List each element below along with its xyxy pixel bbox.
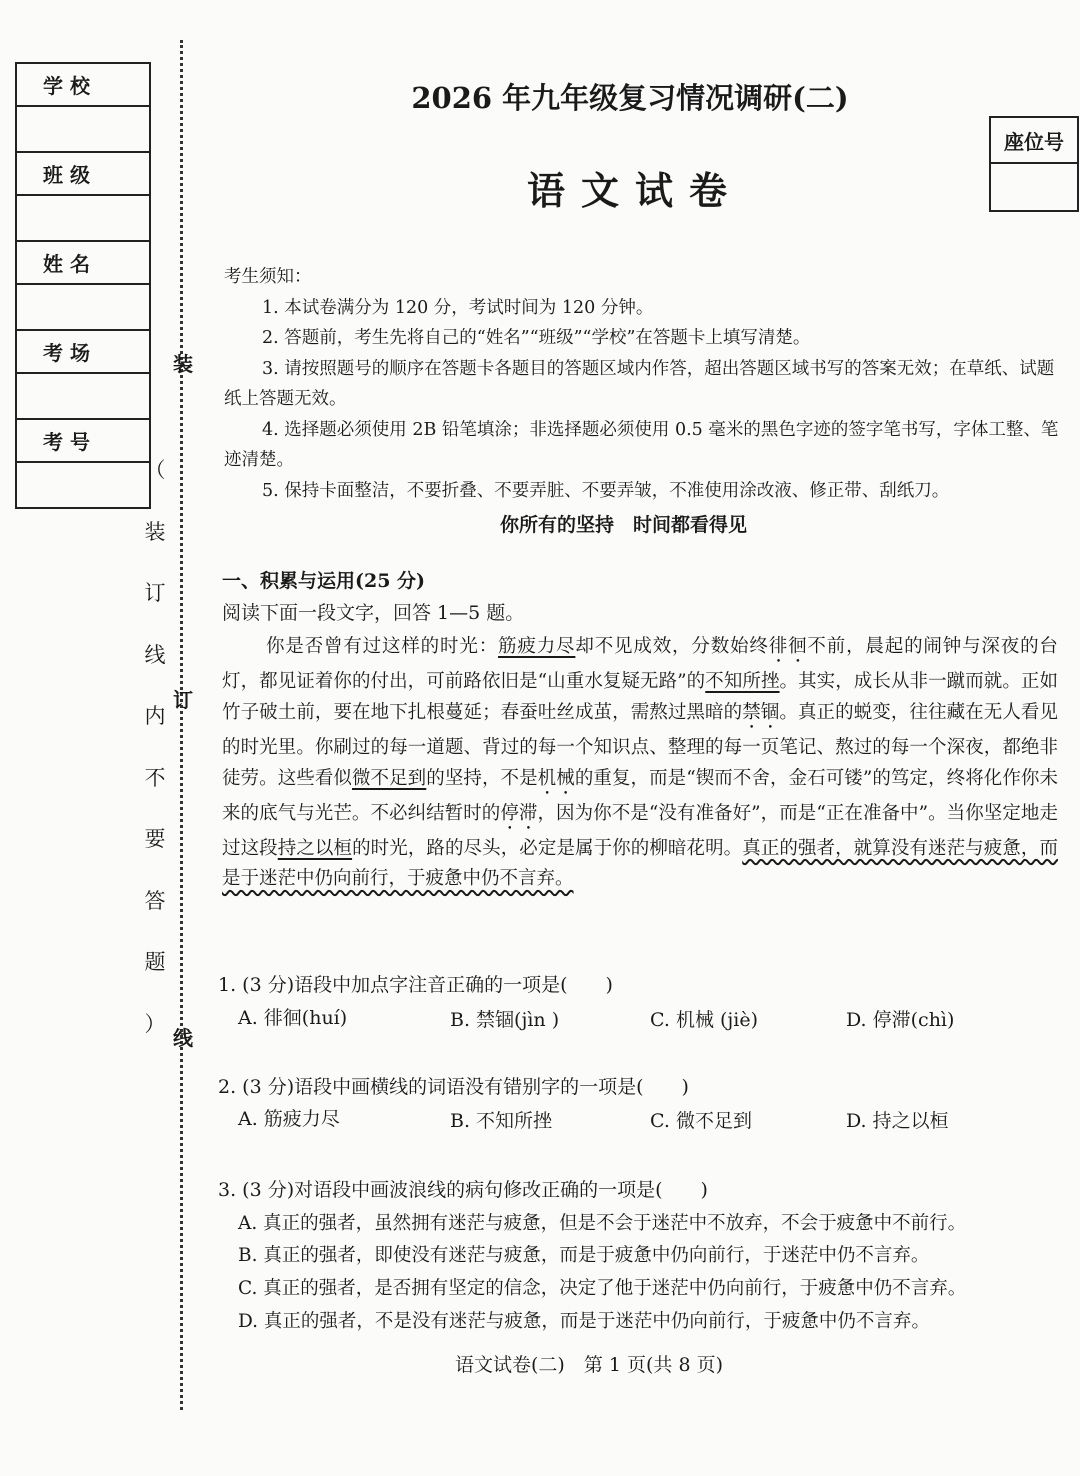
question-2-option-c[interactable]: C. 微不足到 [650, 1110, 752, 1132]
question-1-option-d[interactable]: D. 停滞(chì) [846, 1009, 955, 1031]
class-label: 班 级 [17, 153, 149, 196]
page-footer: 语文试卷(二) 第 1 页(共 8 页) [455, 1354, 723, 1376]
instruction-item: 3. 请按照题号的顺序在答题卡各题目的答题区域内作答，超出答题区域书写的答案无效；在草纸、试题纸上答题无效。 [224, 358, 1055, 409]
question-1-option-c[interactable]: C. 机械 (jiè) [650, 1009, 759, 1031]
dotted-word: 禁锢 [742, 701, 780, 723]
question-2-option-b[interactable]: B. 不知所挫 [450, 1110, 553, 1132]
dotted-word: 徘徊 [768, 636, 808, 657]
section-intro: 阅读下面一段文字，回答 1—5 题。 [222, 602, 525, 624]
binding-note: （ 装 订 线 内 不 要 答 题 ） [144, 458, 166, 1036]
school-field[interactable] [17, 107, 149, 153]
class-field[interactable] [17, 196, 149, 242]
dotted-word: 停滞 [500, 802, 538, 824]
question-2-option-a[interactable]: A. 筋疲力尽 [238, 1108, 340, 1130]
question-3-stem: 3. (3 分)对语段中画波浪线的病句修改正确的一项是( ) [218, 1179, 708, 1201]
seat-number-label: 座位号 [991, 118, 1077, 164]
student-info-table [15, 62, 151, 509]
exam-room-field[interactable] [17, 374, 149, 420]
school-label: 学 校 [17, 64, 149, 107]
question-3-option-d[interactable]: D. 真正的强者，不是没有迷茫与疲惫，而是于迷茫中仍向前行，于疲惫中仍不言弃。 [238, 1311, 930, 1332]
dotted-word: 机械 [537, 767, 575, 789]
exam-instructions [224, 262, 1064, 506]
underlined-word: 不知所挫 [705, 671, 780, 692]
section-heading: 一、积累与运用(25 分) [222, 570, 426, 592]
question-1-option-a[interactable]: A. 徘徊(huí) [238, 1007, 348, 1029]
exam-number-field[interactable] [17, 463, 149, 509]
question-1-stem: 1. (3 分)语段中加点字注音正确的一项是( ) [218, 974, 613, 996]
seat-number-box [989, 116, 1079, 212]
reading-passage: 你是否曾有过这样的时光：筋疲力尽却不见成效，分数始终徘徊不前，晨起的闹钟与深夜的台灯，都见证着你的付出，可前路依旧是“山重水复疑无路”的不知所挫。其实，成长从非一蹴而就。正如竹子破土前，要在地下扎根蔓延；春蚕吐丝成茧，需熬过黑暗的禁锢。真正的蜕变，往往藏在无人看见的时光里。你刷过的每一道题、背过的每一个知识点、整理的每一页笔记、熬过的每一个深夜，都绝非徒劳。这些看似微不足到的坚持，不是机械的重复，而是“锲而不舍，金石可镂”的笃定，终将化作你未来的底气与光芒。不必纠结暂时的停滞，因为你不是“没有准备好”，而是“正在准备中”。当你坚定地走过这段持之以桓的时光，路的尽头，必定是属于你的柳暗花明。真正的强者，就算没有迷茫与疲惫，而是于迷茫中仍向前行，于疲惫中仍不言弃。 [222, 636, 1058, 890]
instructions-heading: 考生须知： [224, 267, 312, 287]
name-field[interactable] [17, 285, 149, 331]
instruction-item: 2. 答题前，考生先将自己的“姓名”“班级”“学校”在答题卡上填写清楚。 [262, 328, 811, 348]
wavy-underlined-sentence: 真正的强者，就算没有迷茫与疲惫，而是于迷茫中仍向前行，于疲惫中仍不言弃。 [222, 837, 1058, 890]
underlined-word: 持之以桓 [277, 837, 353, 859]
exam-title: 2026 年九年级复习情况调研(二) [411, 81, 849, 115]
motto: 你所有的坚持 时间都看得见 [500, 514, 748, 536]
exam-subtitle: 语文试卷 [526, 168, 743, 213]
question-3-option-a[interactable]: A. 真正的强者，虽然拥有迷茫与疲惫，但是不会于迷茫中不放弃，不会于疲惫中不前行。 [238, 1213, 967, 1234]
seat-number-field[interactable] [991, 164, 1077, 210]
question-1-option-b[interactable]: B. 禁锢(jìn ) [450, 1009, 560, 1031]
exam-room-label: 考 场 [17, 331, 149, 374]
question-3-option-b[interactable]: B. 真正的强者，即使没有迷茫与疲惫，而是于疲惫中仍向前行，于迷茫中仍不言弃。 [238, 1245, 930, 1266]
instruction-item: 5. 保持卡面整洁，不要折叠、不要弄脏、不要弄皱，不准使用涂改液、修正带、刮纸刀。 [262, 480, 950, 501]
binding-dotted-line [180, 40, 183, 1410]
underlined-word: 筋疲力尽 [498, 636, 576, 657]
binding-mark-ding: 订 [173, 688, 193, 712]
exam-number-label: 考 号 [17, 420, 149, 463]
name-label: 姓 名 [17, 242, 149, 285]
question-3-option-c[interactable]: C. 真正的强者，是否拥有坚定的信念，决定了他于迷茫中仍向前行，于疲惫中仍不言弃。 [238, 1278, 967, 1299]
instruction-item: 4. 选择题必须使用 2B 铅笔填涂；非选择题必须使用 0.5 毫米的黑色字迹的签字笔书写，字体工整、笔迹清楚。 [224, 419, 1059, 470]
binding-mark-xian: 线 [173, 1026, 193, 1050]
underlined-word: 微不足到 [351, 767, 427, 789]
question-2-stem: 2. (3 分)语段中画横线的词语没有错别字的一项是( ) [218, 1076, 689, 1098]
binding-mark-zhuang: 装 [173, 352, 193, 376]
question-2-option-d[interactable]: D. 持之以桓 [846, 1110, 949, 1132]
instruction-item: 1. 本试卷满分为 120 分，考试时间为 120 分钟。 [262, 297, 654, 318]
